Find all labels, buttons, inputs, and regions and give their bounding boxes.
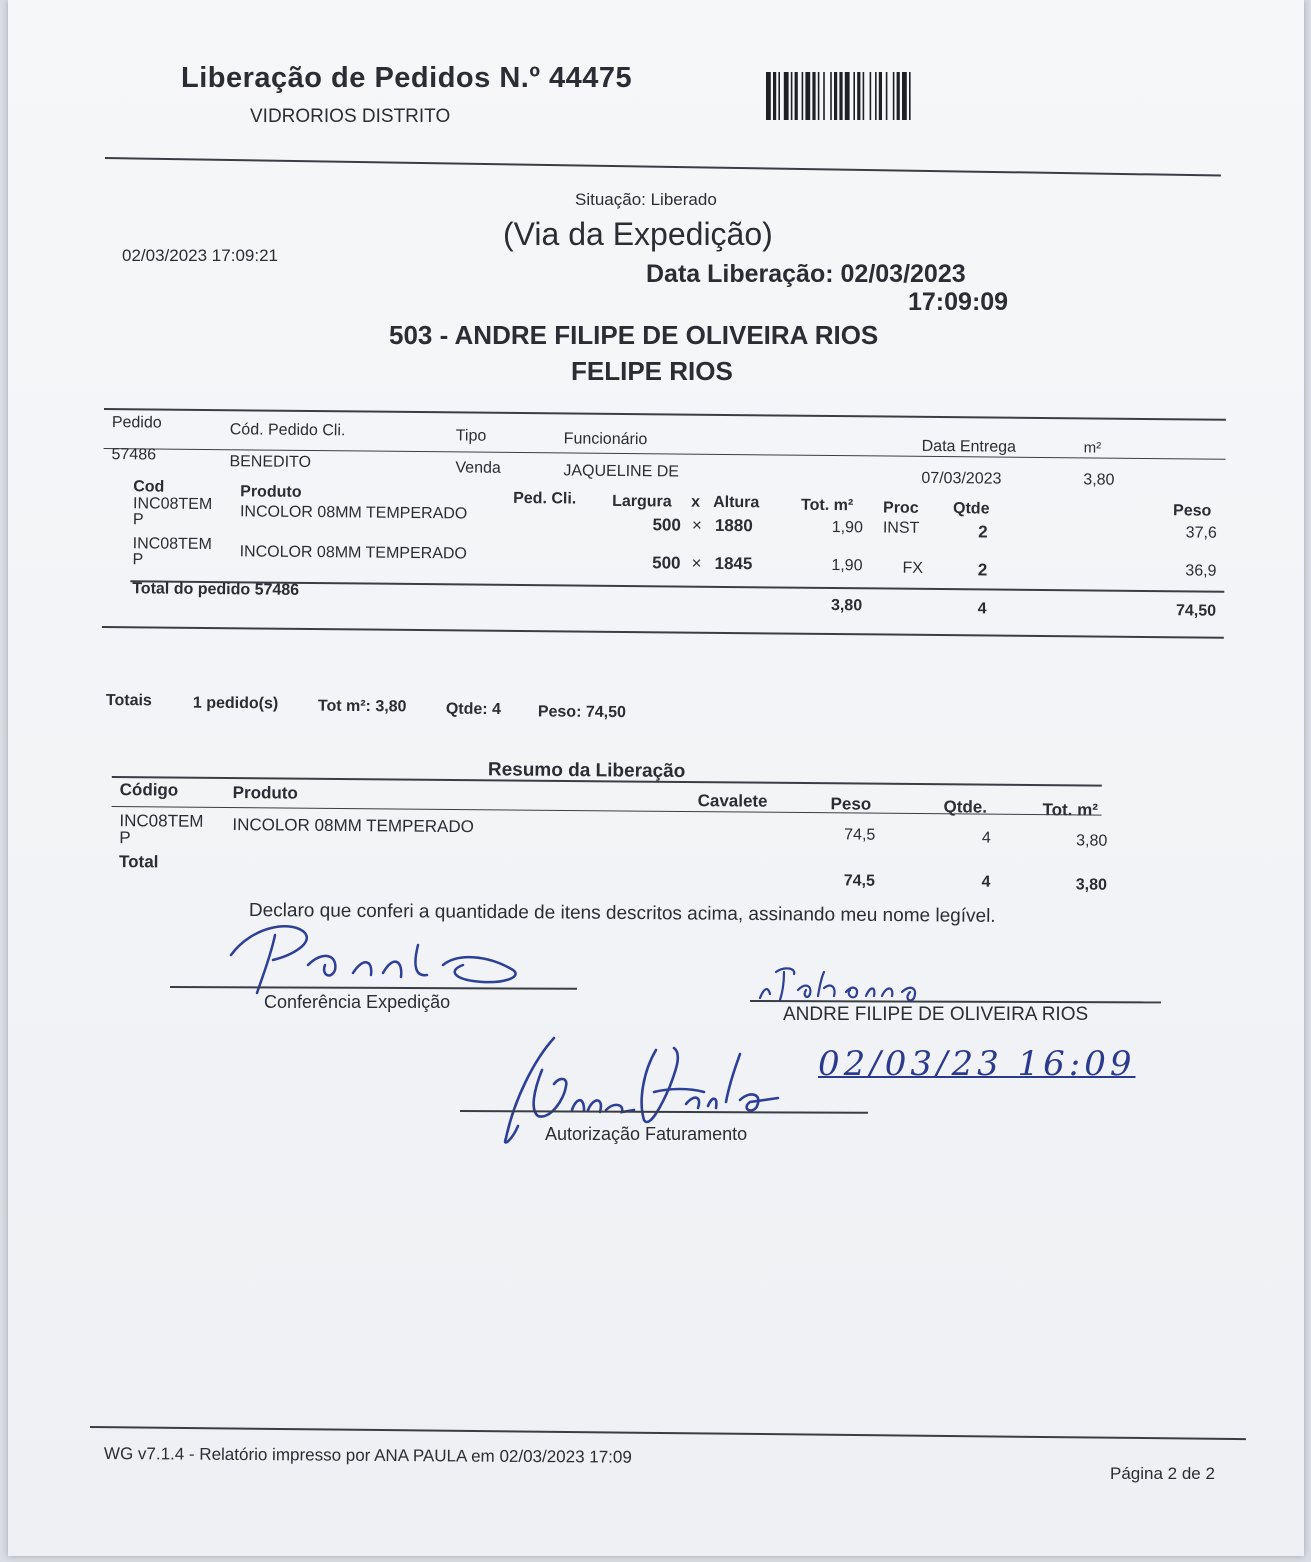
totals-label: Totais: [105, 692, 152, 710]
value-data-entrega: 07/03/2023: [921, 469, 1002, 488]
footer-page-number: Página 2 de 2: [1110, 1464, 1215, 1483]
barcode-bar: [766, 72, 771, 120]
client-signature-label: ANDRE FILIPE DE OLIVEIRA RIOS: [783, 1004, 1089, 1025]
item-x: ×: [691, 515, 702, 535]
barcode-bar: [795, 72, 798, 120]
barcode-bar: [834, 72, 837, 120]
summary-total-tot-m2: 3,80: [1075, 876, 1107, 894]
company-name: VIDRORIOS DISTRITO: [250, 106, 451, 127]
footer-printed-by: WG v7.1.4 - Relatório impresso por ANA PAULA em 02/03/2023 17:09: [103, 1444, 632, 1467]
item-qtde: 2: [977, 560, 988, 580]
summary-produto: INCOLOR 08MM TEMPERADO: [232, 815, 474, 837]
client-signature: [754, 962, 934, 1004]
summary-cod-line1: INC08TEM: [119, 811, 204, 831]
col-tot-m2: Tot. m²: [801, 496, 854, 515]
value-cod-pedido-cli: BENEDITO: [229, 453, 312, 471]
item-largura: 500: [652, 553, 681, 573]
conferencia-label: Conferência Expedição: [264, 992, 451, 1012]
item-cod-line1: INC08TEM: [133, 495, 213, 514]
barcode-bar: [902, 72, 907, 120]
value-m2: 3,80: [1083, 471, 1115, 489]
col-ped-cli: Ped. Cli.: [513, 489, 577, 508]
summary-section: [111, 756, 1112, 905]
printed-timestamp: 02/03/2023 17:09:21: [122, 246, 278, 265]
barcode-bar: [778, 72, 780, 120]
client-name: 503 - ANDRE FILIPE DE OLIVEIRA RIOS: [389, 320, 879, 350]
order-bottom-line: [102, 626, 1224, 639]
barcode-bar: [870, 72, 872, 120]
col-x: x: [691, 493, 701, 511]
barcode-bar: [897, 72, 900, 120]
item-cod-line2: P: [132, 511, 144, 529]
barcode-bar: [823, 72, 825, 120]
barcode-bar: [805, 72, 810, 120]
item-tot-m2: 1,90: [831, 518, 863, 537]
summary-col-cavalete: Cavalete: [697, 791, 768, 811]
item-altura: 1845: [714, 553, 753, 574]
col-cod: Cod: [133, 478, 165, 496]
col-peso: Peso: [1172, 502, 1212, 520]
item-produto: INCOLOR 08MM TEMPERADO: [239, 503, 468, 523]
col-data-entrega: Data Entrega: [921, 437, 1017, 456]
release-date: Data Liberação: 02/03/2023: [646, 260, 966, 288]
summary-tot-m2: 3,80: [1076, 832, 1108, 850]
release-time: 17:09:09: [908, 288, 1009, 316]
barcode-bar: [812, 72, 815, 120]
client-alias: FELIPE RIOS: [571, 356, 733, 386]
document-title: Liberação de Pedidos N.º 44475: [181, 62, 633, 94]
summary-col-codigo: Código: [119, 780, 179, 800]
item-cod-line1: INC08TEM: [132, 535, 212, 554]
col-funcionario: Funcionário: [563, 430, 648, 449]
copy-label: (Via da Expedição): [503, 216, 773, 252]
summary-peso: 74,5: [844, 826, 876, 844]
col-qtde: Qtde: [952, 500, 990, 518]
totals-row: [106, 692, 666, 726]
order-total-qtde: 4: [977, 600, 987, 618]
status-text: Situação: Liberado: [575, 190, 717, 209]
barcode-bar: [893, 72, 895, 120]
item-altura: 1880: [714, 515, 753, 536]
item-peso: 37,6: [1185, 524, 1217, 542]
barcode-bar: [839, 72, 842, 120]
barcode-bar: [818, 72, 820, 120]
totals-pedidos: 1 pedido(s): [192, 694, 279, 713]
summary-col-peso: Peso: [830, 794, 872, 814]
summary-title: Resumo da Liberação: [487, 759, 686, 783]
summary-total-label: Total: [118, 852, 159, 872]
col-proc: Proc: [882, 499, 919, 517]
barcode-bar: [845, 72, 850, 120]
barcode-bar: [853, 72, 855, 120]
totals-peso: Peso: 74,50: [537, 703, 626, 722]
summary-total-peso: 74,5: [843, 872, 876, 890]
totals-qtde: Qtde: 4: [445, 700, 502, 719]
col-cod-pedido-cli: Cód. Pedido Cli.: [229, 421, 346, 440]
barcode-bar: [802, 72, 804, 120]
barcode-bar: [784, 72, 789, 120]
header-divider: [105, 157, 1221, 177]
item-cod-line2: P: [132, 551, 144, 569]
barcode-bar: [909, 72, 911, 120]
item-largura: 500: [652, 515, 681, 535]
item-x: ×: [691, 553, 702, 573]
summary-col-tot-m2: Tot. m²: [1042, 800, 1099, 820]
summary-qtde: 4: [981, 829, 991, 847]
barcode-bar: [879, 72, 882, 120]
barcode-bar: [830, 72, 832, 120]
order-total-m2: 3,80: [830, 596, 863, 615]
barcode-graphic: [766, 72, 964, 120]
col-m2: m²: [1083, 439, 1102, 457]
col-produto: Produto: [240, 483, 302, 501]
col-tipo: Tipo: [455, 427, 487, 445]
order-total-peso: 74,50: [1175, 602, 1217, 620]
summary-cod-line2: P: [119, 828, 131, 848]
conferencia-signature: [213, 915, 543, 995]
declaration-text: Declaro que conferi a quantidade de itens descritos acima, assinando meu nome legível.: [248, 900, 996, 927]
value-pedido: 57486: [111, 446, 157, 464]
order-total-label: Total do pedido 57486: [132, 580, 300, 599]
barcode-bar: [863, 72, 865, 120]
handwritten-date: 02/03/23 16:09: [818, 1044, 1136, 1084]
barcode-bar: [791, 72, 793, 120]
summary-col-qtde: Qtde.: [943, 797, 988, 817]
order-top-line: [104, 408, 1226, 421]
col-altura: Altura: [713, 493, 760, 512]
document-page: [8, 0, 1304, 1556]
value-funcionario: JAQUELINE DE: [563, 462, 680, 481]
totals-m2: Tot m²: 3,80: [317, 697, 407, 716]
col-pedido: Pedido: [111, 414, 162, 432]
barcode: [766, 72, 964, 120]
footer-divider: [90, 1426, 1246, 1440]
item-tot-m2: 1,90: [831, 556, 863, 575]
value-tipo: Venda: [455, 459, 501, 477]
item-produto: INCOLOR 08MM TEMPERADO: [239, 543, 467, 563]
col-largura: Largura: [612, 492, 672, 511]
barcode-bar: [875, 72, 877, 120]
summary-col-produto: Produto: [232, 783, 298, 803]
item-proc: INST: [882, 519, 920, 537]
barcode-bar: [773, 72, 776, 120]
item-proc: FX: [902, 559, 924, 577]
barcode-bar: [857, 72, 860, 120]
summary-total-qtde: 4: [981, 873, 991, 891]
autorizacao-label: Autorização Faturamento: [545, 1124, 748, 1144]
barcode-bar: [886, 72, 888, 120]
item-peso: 36,9: [1185, 562, 1217, 580]
item-qtde: 2: [978, 522, 988, 542]
order-section: [102, 408, 1229, 659]
